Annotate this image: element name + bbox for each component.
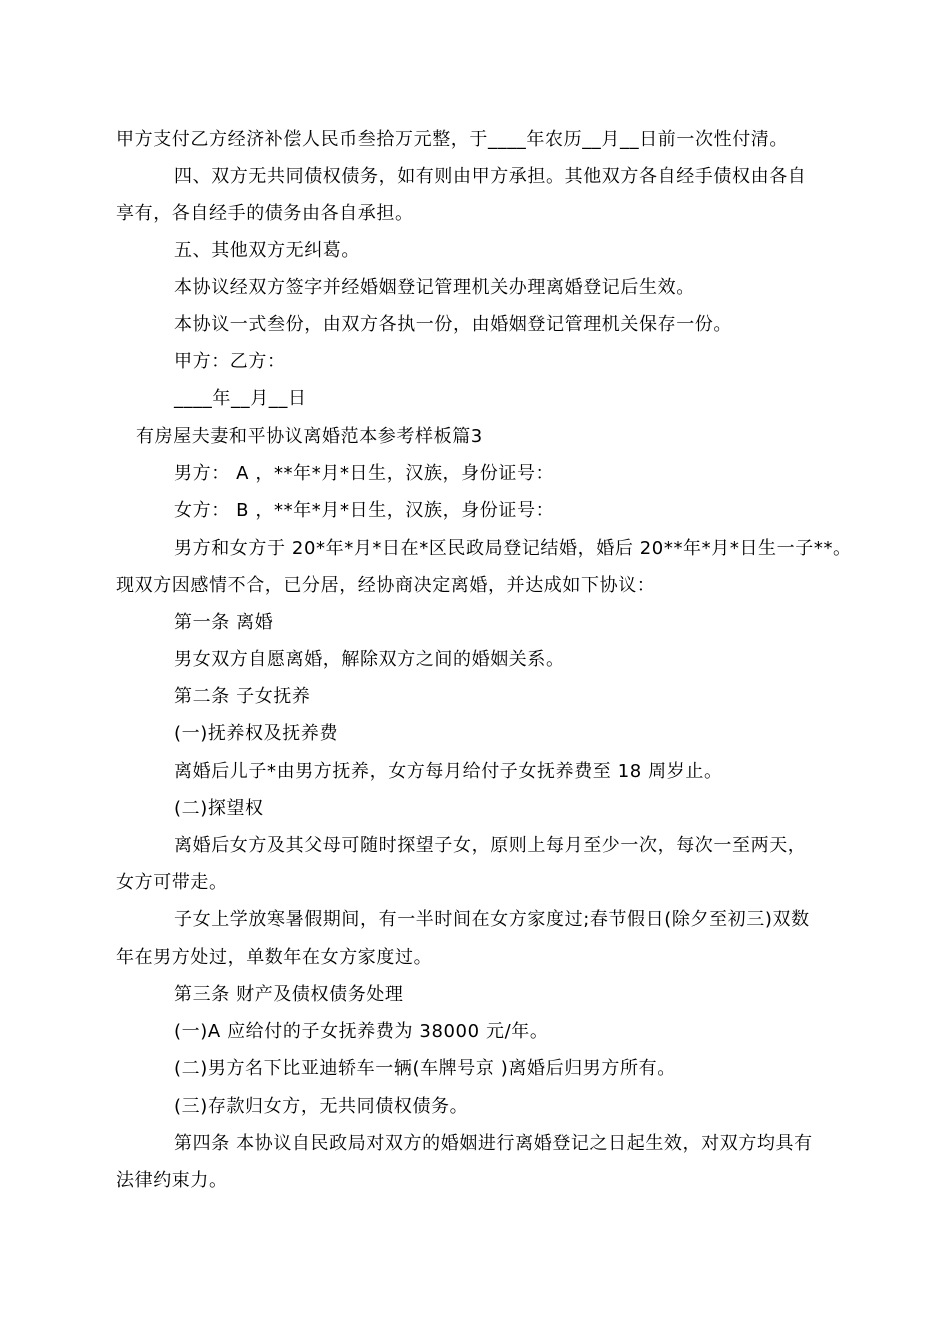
paragraph-line: 女方： B ，**年*月*日生，汉族，身份证号： — [174, 500, 555, 521]
paragraph-line: 子女上学放寒暑假期间，有一半时间在女方家度过;春节假日(除夕至初三)双数 — [174, 909, 810, 930]
paragraph-line: 四、双方无共同债权债务，如有则由甲方承担。其他双方各自经手债权由各自 — [174, 166, 807, 187]
paragraph-line: 离婚后女方及其父母可随时探望子女，原则上每月至少一次，每次一至两天， — [174, 835, 807, 856]
paragraph-line: 五、其他双方无纠葛。 — [174, 240, 360, 261]
paragraph-line: 男女双方自愿离婚，解除双方之间的婚姻关系。 — [174, 649, 565, 670]
paragraph-line: (二)男方名下比亚迪轿车一辆(车牌号京 )离婚后归男方所有。 — [174, 1058, 676, 1079]
paragraph-line: (一)A 应给付的子女抚养费为 38000 元/年。 — [174, 1021, 549, 1042]
paragraph-line: 甲方支付乙方经济补偿人民币叁拾万元整，于____年农历__月__日前一次性付清。 — [116, 129, 788, 150]
date-line: ____年__月__日 — [174, 388, 307, 409]
paragraph-line: (三)存款归女方，无共同债权债务。 — [174, 1096, 469, 1117]
section-heading: 有房屋夫妻和平协议离婚范本参考样板篇3 — [136, 426, 483, 447]
paragraph-line: 法律约束力。 — [116, 1170, 228, 1191]
paragraph-line: 男方： A ，**年*月*日生，汉族，身份证号： — [174, 463, 555, 484]
paragraph-line: 现双方因感情不合，已分居，经协商决定离婚，并达成如下协议： — [116, 575, 656, 596]
paragraph-line: 男方和女方于 20*年*月*日在*区民政局登记结婚，婚后 20**年*月*日生一子**。 — [174, 538, 852, 559]
paragraph-line: 本协议一式叁份，由双方各执一份，由婚姻登记管理机关保存一份。 — [174, 314, 732, 335]
paragraph-line: 第四条 本协议自民政局对双方的婚姻进行离婚登记之日起生效，对双方均具有 — [174, 1133, 813, 1154]
paragraph-line: 女方可带走。 — [116, 872, 228, 893]
paragraph-line: 享有，各自经手的债务由各自承担。 — [116, 203, 414, 224]
signature-line: 甲方：乙方： — [174, 351, 286, 372]
paragraph-line: (二)探望权 — [174, 798, 264, 819]
paragraph-line: 本协议经双方签字并经婚姻登记管理机关办理离婚登记后生效。 — [174, 277, 695, 298]
article-heading: 第二条 子女抚养 — [174, 686, 311, 707]
paragraph-line: (一)抚养权及抚养费 — [174, 723, 339, 744]
article-heading: 第三条 财产及债权债务处理 — [174, 984, 404, 1005]
paragraph-line: 离婚后儿子*由男方抚养，女方每月给付子女抚养费至 18 周岁止。 — [174, 761, 723, 782]
paragraph-line: 年在男方处过，单数年在女方家度过。 — [116, 947, 433, 968]
article-heading: 第一条 离婚 — [174, 612, 274, 633]
